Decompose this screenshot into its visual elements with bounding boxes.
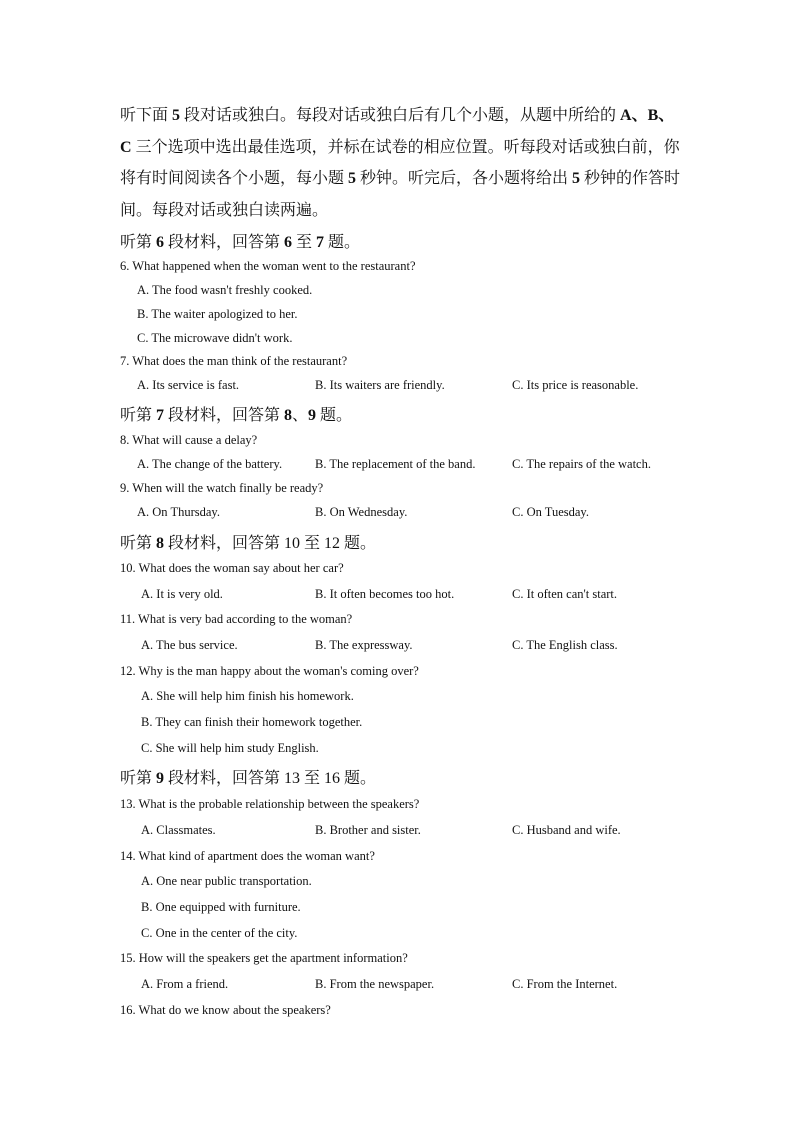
option-7c: C. Its price is reasonable. (512, 378, 639, 392)
question-13: 13. What is the probable relationship between the speakers? (120, 797, 420, 811)
option-10c: C. It often can't start. (512, 587, 617, 601)
option-12a: A. She will help him finish his homework. (141, 689, 354, 703)
option-6c: C. The microwave didn't work. (137, 331, 293, 345)
intro-line-4: 间。每段对话或独白读两遍。 (120, 202, 329, 219)
option-7b: B. Its waiters are friendly. (315, 378, 445, 392)
option-15c: C. From the Internet. (512, 977, 618, 991)
option-6b: B. The waiter apologized to her. (137, 307, 298, 321)
question-9: 9. When will the watch finally be ready? (120, 481, 324, 495)
question-6: 6. What happened when the woman went to the restaurant? (120, 259, 416, 273)
section-heading-6: 听第 6 段材料，回答第 6 至 7 题。 (120, 234, 361, 251)
question-11: 11. What is very bad according to the woman? (120, 612, 353, 626)
option-14b: B. One equipped with furniture. (141, 900, 301, 914)
intro-line-1: 听下面 5 段对话或独白。每段对话或独白后有几个小题，从题中所给的 A、B、 (120, 107, 675, 124)
option-9b: B. On Wednesday. (315, 505, 408, 519)
question-15: 15. How will the speakers get the apartment information? (120, 951, 408, 965)
option-13c: C. Husband and wife. (512, 823, 621, 837)
option-15b: B. From the newspaper. (315, 977, 435, 991)
option-6a: A. The food wasn't freshly cooked. (137, 283, 313, 297)
option-15a: A. From a friend. (141, 977, 229, 991)
option-12c: C. She will help him study English. (141, 741, 319, 755)
section-heading-8: 听第 8 段材料，回答第 10 至 12 题。 (120, 535, 377, 552)
option-9c: C. On Tuesday. (512, 505, 589, 519)
option-13b: B. Brother and sister. (315, 823, 421, 837)
option-11c: C. The English class. (512, 638, 618, 652)
option-8c: C. The repairs of the watch. (512, 457, 651, 471)
option-14a: A. One near public transportation. (141, 874, 312, 888)
option-8a: A. The change of the battery. (137, 457, 283, 471)
option-7a: A. Its service is fast. (137, 378, 240, 392)
option-13a: A. Classmates. (141, 823, 216, 837)
option-10b: B. It often becomes too hot. (315, 587, 455, 601)
question-7: 7. What does the man think of the restaurant? (120, 354, 348, 368)
option-11a: A. The bus service. (141, 638, 238, 652)
question-8: 8. What will cause a delay? (120, 433, 258, 447)
option-11b: B. The expressway. (315, 638, 413, 652)
intro-line-2: C 三个选项中选出最佳选项，并标在试卷的相应位置。听每段对话或独白前，你 (120, 139, 680, 156)
section-heading-9: 听第 9 段材料，回答第 13 至 16 题。 (120, 770, 377, 787)
question-16: 16. What do we know about the speakers? (120, 1003, 331, 1017)
question-14: 14. What kind of apartment does the woman want? (120, 849, 375, 863)
option-9a: A. On Thursday. (137, 505, 220, 519)
option-14c: C. One in the center of the city. (141, 926, 298, 940)
option-8b: B. The replacement of the band. (315, 457, 476, 471)
question-12: 12. Why is the man happy about the woman's coming over? (120, 664, 419, 678)
intro-line-3: 将有时间阅读各个小题，每小题 5 秒钟。听完后，各小题将给出 5 秒钟的作答时 (120, 170, 681, 187)
section-heading-7: 听第 7 段材料，回答第 8、9 题。 (120, 407, 353, 424)
option-10a: A. It is very old. (141, 587, 223, 601)
question-10: 10. What does the woman say about her car? (120, 561, 344, 575)
option-12b: B. They can finish their homework together. (141, 715, 363, 729)
